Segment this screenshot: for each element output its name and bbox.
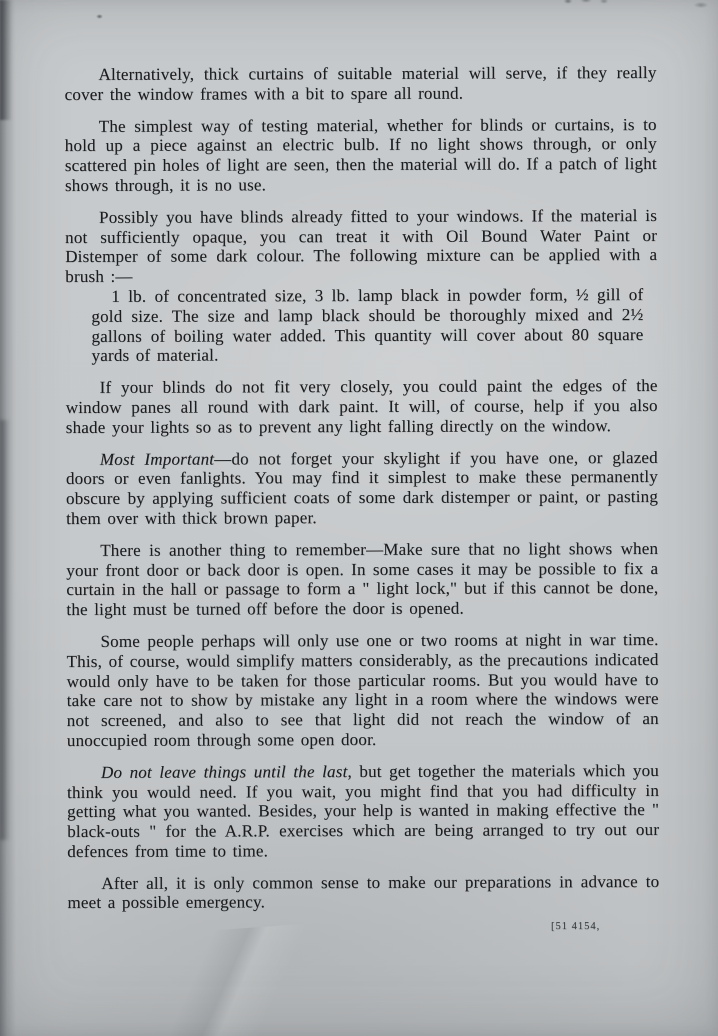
page-edge-shadow-mid: [0, 420, 10, 840]
paragraph: Possibly you have blinds already fitted to your windows. If the material is not sufficiently opaque, you can treat it with Oil Bound Water Paint or Distemper of some dark colour. The following mixture can be applied with a brush :—: [65, 205, 658, 287]
paragraph: Most Important—do not forget your skylight if you have one, or glazed doors or even fanlights. You may find it simplest to make these permanently obscure by applying sufficient coats of some dark distemper or paint, or pasting them over with thick brown paper.: [65, 447, 659, 528]
top-edge-smudge: [556, 0, 620, 8]
paragraph: 1 lb. of concentrated size, 3 lb. lamp black in powder form, ½ gill of gold size. The size and lamp black should be thoroughly mixed and 2½ gallons of boiling water added. This quantity will cover about 80 square yards of material.: [91, 284, 644, 366]
italic-lead: Most Important: [99, 449, 215, 469]
paragraph: If your blinds do not fit very closely, you could paint the edges of the window panes all round with dark paint. It will, of course, help if you also shade your lights so as to prevent any light falling directly on the window.: [65, 376, 658, 437]
paragraph: The simplest way of testing material, whether for blinds or curtains, is to hold up a piece against an electric bulb. If no light shows through, or only scattered pin holes of light are seen, then the material will do. If a patch of light shows through, it is no use.: [64, 114, 657, 196]
corner-smudge: [694, 2, 708, 8]
paragraph: Do not leave things until the last, but get together the materials which you think you would need. If you wait, you might find that you had difficulty in getting what you wanted. Besides, your help is wanted in making effective the " black-outs " for the A.R.P. exercises which are being arranged to try out our defences from time to time.: [67, 760, 660, 861]
page-edge-shadow-top: [0, 0, 12, 120]
italic-lead: Do not leave things until the last: [100, 761, 348, 782]
paragraph: Alternatively, thick curtains of suitable material will serve, if they really cover the window frames with a bit to spare all round.: [64, 62, 657, 104]
print-code: [51 4154,: [551, 921, 601, 932]
paragraph: After all, it is only common sense to make our preparations in advance to meet a possible emergency.: [67, 871, 660, 913]
paper-crease: [0, 912, 484, 1036]
paragraph: There is another thing to remember—Make sure that no light shows when your front door or back door is open. In some cases it may be possible to fix a curtain in the hall or passage to form a " light lock," but if this cannot be done, the light must be turned off before the door is opened.: [66, 538, 659, 620]
ink-speck: [96, 14, 103, 19]
paragraph: Some people perhaps will only use one or two rooms at night in war time. This, of course, would simplify matters considerably, as the precautions indicated would only have to be taken for those particular rooms. But you would have to take care not to show by mistake any light in a room where the windows were not screened, and also to see that light did not reach the window of an unoccupied room through some open door.: [66, 629, 659, 750]
page-text: [65, 63, 660, 925]
